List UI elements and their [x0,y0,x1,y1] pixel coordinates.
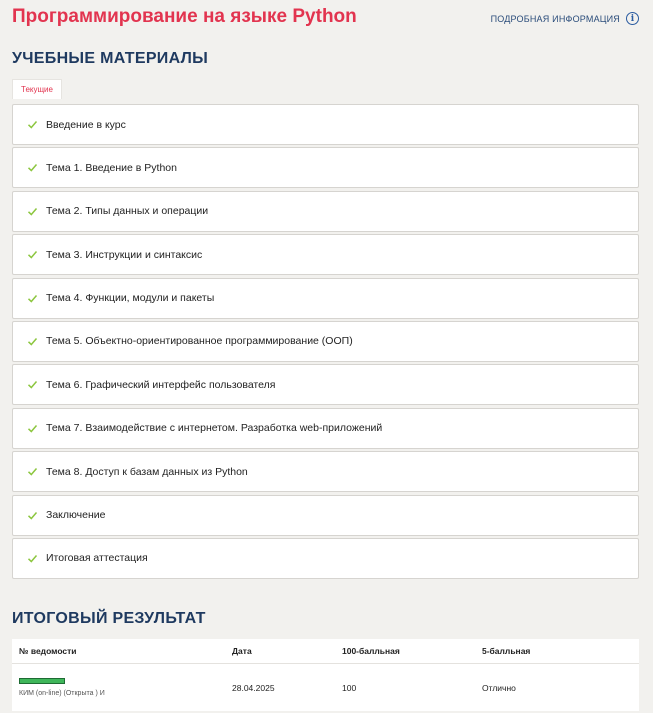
material-item-label: Тема 5. Объектно-ориентированное программирование (ООП) [46,335,353,348]
material-item-topic-4[interactable] [12,278,639,319]
results-header [12,639,639,664]
cell-score100: 100 [342,682,357,693]
material-item-conclusion[interactable] [12,495,639,536]
info-link[interactable] [491,12,639,25]
material-item-label: Тема 1. Введение в Python [46,161,177,174]
check-icon [27,119,38,130]
material-item-topic-5[interactable] [12,321,639,362]
material-item-final-exam[interactable] [12,538,639,579]
check-icon [27,162,38,173]
material-item-topic-3[interactable] [12,234,639,275]
column-header-date: Дата [232,646,252,656]
info-icon[interactable]: i [626,12,639,25]
material-item-label: Тема 2. Типы данных и операции [46,205,209,218]
check-icon [27,206,38,217]
results-table [12,639,639,711]
tab-current[interactable]: Текущие [12,79,62,99]
course-title: Программирование на языке Python [12,6,357,27]
material-item-label: Итоговая аттестация [46,552,148,565]
check-icon [27,249,38,260]
material-item-topic-7[interactable] [12,408,639,449]
check-icon [27,510,38,521]
check-icon [27,379,38,390]
material-item-topic-6[interactable] [12,364,639,405]
check-icon [27,553,38,564]
material-item-label: Тема 7. Взаимодействие с интернетом. Разработка web-приложений [46,422,383,435]
material-item-label: Тема 3. Инструкции и синтаксис [46,248,203,261]
column-header-number: № ведомости [19,646,77,656]
material-item-label: Заключение [46,509,106,522]
table-row [12,664,639,711]
material-item-topic-1[interactable] [12,147,639,188]
cell-number-sub: КИМ (on-line) (Открыта ) И [19,690,105,697]
material-item-label: Тема 6. Графический интерфейс пользователя [46,378,276,391]
check-icon [27,336,38,347]
info-link-label: ПОДРОБНАЯ ИНФОРМАЦИЯ [490,13,620,24]
result-heading: ИТОГОВЫЙ РЕЗУЛЬТАТ [12,610,206,627]
material-item-topic-8[interactable] [12,451,639,492]
cell-number [12,678,225,697]
materials-heading: УЧЕБНЫЕ МАТЕРИАЛЫ [12,50,209,67]
material-item-topic-2[interactable] [12,191,639,232]
check-icon [27,466,38,477]
material-item-label: Тема 8. Доступ к базам данных из Python [46,465,248,478]
material-item-label: Тема 4. Функции, модули и пакеты [46,292,215,305]
result-status-bar [19,678,65,684]
column-header-score5: 5-балльная [482,646,531,656]
cell-date: 28.04.2025 [232,682,275,693]
check-icon [27,423,38,434]
materials-list [12,104,639,581]
cell-score5: Отлично [482,682,516,693]
column-header-score100: 100-балльная [342,646,400,656]
material-item-intro[interactable] [12,104,639,145]
check-icon [27,293,38,304]
material-item-label: Введение в курс [46,118,126,131]
